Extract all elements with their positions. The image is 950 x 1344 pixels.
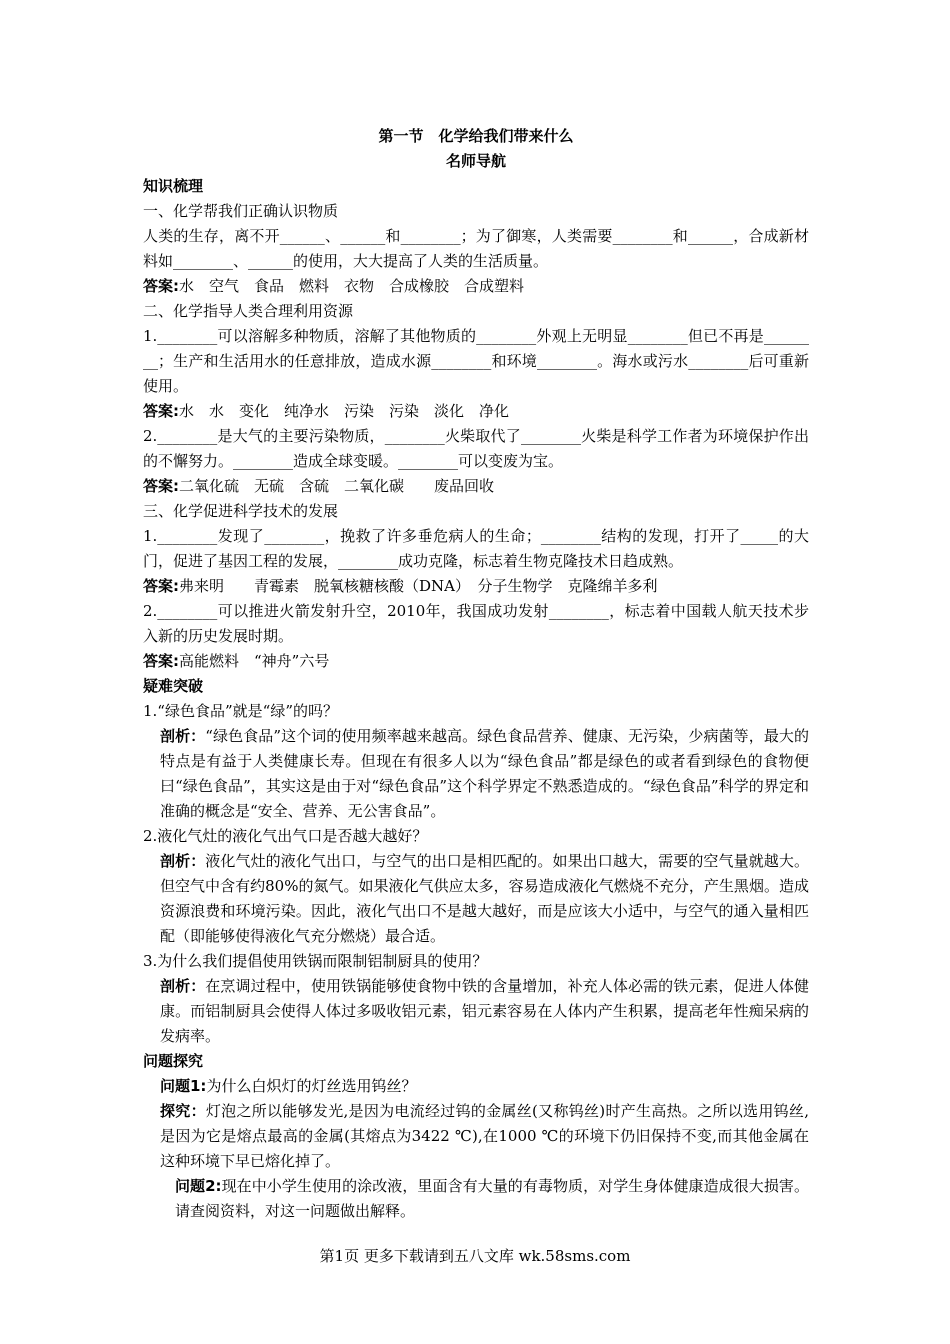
difficulty-question-1: 1.“绿色食品”就是“绿”的吗？ [143,702,338,720]
page-title: 第一节 化学给我们带来什么 [378,127,574,145]
answer-label: 答案: [143,652,179,670]
answer-text: 水 空气 食品 燃料 衣物 合成橡胶 合成塑料 [179,277,525,295]
answer-label: 答案: [143,577,179,595]
inquiry-question-2 [143,1174,809,1224]
document-content [143,124,809,1224]
analysis-text: 在烹调过程中，使用铁锅能够使食物中铁的含量增加，补充人体必需的铁元素，促进人体健康。而铝制厨具会使得人体过多吸收铝元素，铝元素容易在人体内产生积累，提高老年性痴呆病的发病率。 [160,977,809,1045]
answer-text: 弗来明 青霉素 脱氧核糖核酸（DNA） 分子生物学 克隆绵羊多利 [179,577,658,595]
knowledge-s3-question-2: 2.________可以推进火箭发射升空，2010年，我国成功发射________，标志着中国载人航天技术步入新的历史发展时期。 [143,602,809,645]
exploration-label: 探究： [160,1102,206,1120]
difficulty-analysis-3 [143,974,809,1049]
question-label: 问题1: [160,1077,207,1095]
analysis-label: 剖析： [160,727,206,745]
section-heading-inquiry: 问题探究 [143,1052,204,1070]
question-text: 现在中小学生使用的涂改液，里面含有大量的有毒物质，对学生身体健康造成很大损害。请查阅资料，对这一问题做出解释。 [175,1177,809,1220]
knowledge-s3-answer-2 [143,649,809,674]
difficulty-question-3: 3.为什么我们提倡使用铁锅而限制铝制厨具的使用？ [143,952,488,970]
inquiry-exploration-1 [143,1099,809,1174]
answer-label: 答案: [143,402,179,420]
knowledge-s3-heading: 三、化学促进科学技术的发展 [143,502,339,520]
section-heading-difficulty: 疑难突破 [143,677,204,695]
analysis-label: 剖析： [160,852,206,870]
section-heading-knowledge: 知识梳理 [143,177,204,195]
analysis-text: “绿色食品”这个词的使用频率越来越高。绿色食品营养、健康、无污染，少病菌等，最大的特点是有益于人类健康长寿。但现在有很多人以为“绿色食品”都是绿色的或者看到绿色的食物便曰“绿色食品”，其实这是由于对“绿色食品”这个科学界定不熟悉造成的。“绿色食品”科学的界定和准确的概念是“安全、营养、无公害食品”。 [160,727,809,820]
knowledge-s1-answer [143,274,809,299]
page-footer: 第1页 更多下载请到五八文库 wk.58sms.com [319,1247,631,1265]
difficulty-analysis-1 [143,724,809,824]
answer-label: 答案: [143,277,179,295]
page-subtitle: 名师导航 [445,152,506,170]
answer-text: 水 水 变化 纯净水 污染 污染 淡化 净化 [179,402,510,420]
knowledge-s3-question-1: 1.________发现了________，挽救了许多垂危病人的生命；________结构的发现，打开了_____的大门，促进了基因工程的发展，________成功克隆，标志着生物克隆技术日趋成熟。 [143,527,809,570]
exploration-text: 灯泡之所以能够发光,是因为电流经过钨的金属丝(又称钨丝)时产生高热。之所以选用钨丝,是因为它是熔点最高的金属(其熔点为3422 ℃),在1000 ℃的环境下仍旧保持不变,而其他金属在这种环境下早已熔化掉了。 [160,1102,809,1170]
question-label: 问题2: [175,1177,222,1195]
answer-text: 二氧化硫 无硫 含硫 二氧化碳 废品回收 [179,477,495,495]
knowledge-s2-question-2: 2.________是大气的主要污染物质，________火柴取代了________火柴是科学工作者为环境保护作出的不懈努力。________造成全球变暖。________可以变废为宝。 [143,427,809,470]
analysis-label: 剖析： [160,977,206,995]
knowledge-s2-question-1: 1.________可以溶解多种物质，溶解了其他物质的________外观上无明显________但已不再是________；生产和生活用水的任意排放，造成水源________和环境________。海水或污水________后可重新使用。 [143,327,809,395]
question-text: 为什么白炽灯的灯丝选用钨丝？ [206,1077,417,1095]
knowledge-s2-answer-1 [143,399,809,424]
analysis-text: 液化气灶的液化气出口，与空气的出口是相匹配的。如果出口越大，需要的空气量就越大。但空气中含有约80%的氮气。如果液化气供应太多，容易造成液化气燃烧不充分，产生黑烟。造成资源浪费和环境污染。因此，液化气出口不是越大越好，而是应该大小适中，与空气的通入量相匹配（即能够使得液化气充分燃烧）最合适。 [160,852,809,945]
knowledge-s3-answer-1 [143,574,809,599]
inquiry-question-1 [143,1074,809,1099]
knowledge-s1-heading: 一、化学帮我们正确认识物质 [143,202,339,220]
knowledge-s2-heading: 二、化学指导人类合理利用资源 [143,302,354,320]
knowledge-s2-answer-2 [143,474,809,499]
knowledge-s1-question: 人类的生存，离不开______、______和________；为了御寒，人类需要________和______，合成新材料如________、______的使用，大大提高了人类的生活质量。 [143,227,809,270]
difficulty-analysis-2 [143,849,809,949]
answer-text: 高能燃料 “神舟”六号 [179,652,330,670]
difficulty-question-2: 2.液化气灶的液化气出气口是否越大越好？ [143,827,428,845]
answer-label: 答案: [143,477,179,495]
